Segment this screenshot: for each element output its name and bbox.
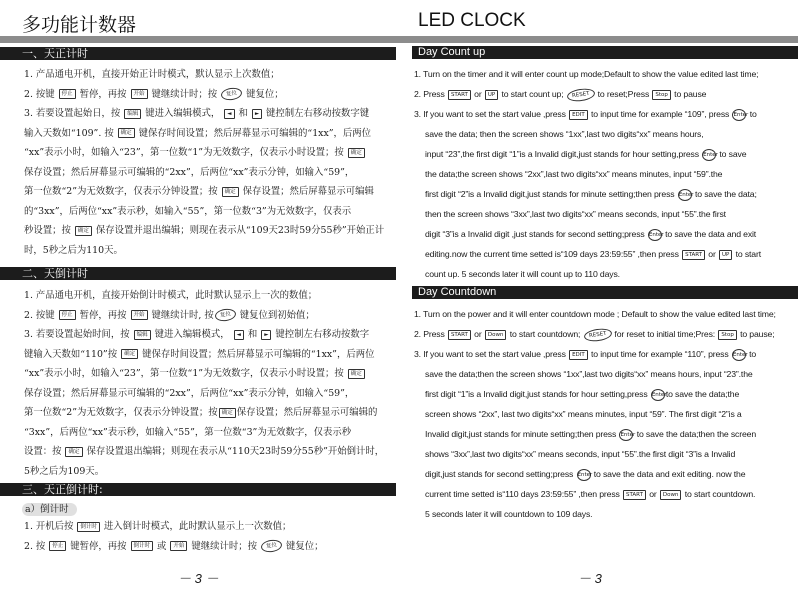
text-line [24, 182, 384, 202]
text-segment: “xx”表示小时，如输入“23”，第一位数“1”为无效数字，仅表示小时设置；按 [24, 368, 347, 379]
text-segment: 或 [154, 540, 170, 552]
key-circle-icon: Enter [732, 109, 746, 121]
key-rect-icon: 确定 [348, 148, 365, 158]
key-round-icon: 复位 [260, 539, 282, 554]
section-body [414, 64, 761, 284]
text-segment: 1. Turn on the power and it will enter countdown mode ; Default to show the value edited last time; [414, 309, 776, 319]
text-segment: save the data; then the screen shows “1xx”,last two digits“xx” means hours, [425, 129, 704, 139]
key-round-icon: RESET [566, 87, 595, 103]
text-segment: to input time for example “109”, press [588, 109, 732, 119]
key-rect-icon: 停止 [49, 541, 66, 551]
key-rect-icon: 确定 [65, 447, 82, 457]
text-segment: save the data;then the screen shows “1xx”,last two digits“xx” means hours, input “23”.the [425, 369, 753, 379]
text-line [414, 84, 761, 104]
key-circle-icon: Enter [678, 189, 692, 201]
text-segment: then the screen shows “3xx”,last two digits“xx” means seconds, input “55”.the first [425, 209, 726, 219]
text-segment: to start count up; [499, 89, 566, 99]
key-round-icon: 复位 [214, 308, 236, 323]
text-segment: current time setted is“110 days 23:59:55” ,then press [425, 489, 622, 499]
key-rect-icon: Down [660, 490, 682, 500]
text-segment: 2. 按键 [24, 88, 58, 100]
key-round-icon: 复位 [220, 87, 242, 102]
key-rect-icon: 开始 [170, 541, 187, 551]
text-segment: to input time for example “110”, press [588, 349, 731, 359]
text-line [414, 344, 776, 364]
text-line [414, 504, 776, 524]
key-rect-icon: Stop [718, 330, 737, 340]
text-segment: 键暂停，再按 [67, 540, 130, 552]
text-segment: 时，5秒之后为110天。 [24, 244, 123, 256]
text-line [24, 517, 323, 537]
page-title: 多功能计数器 [22, 14, 137, 36]
text-segment: or [646, 489, 659, 499]
text-segment: 暂停，再按 [76, 309, 130, 321]
text-segment: editing.now the current time setted is“109 days 23:59:55” ,then press [425, 249, 682, 259]
text-segment: 1. Turn on the timer and it will enter count up mode;Default to show the value edited last time; [414, 69, 759, 79]
text-segment: 第一位数“2”为无效数字，仅表示分钟设置；按 [24, 407, 218, 418]
key-rect-icon: ◄ [224, 109, 234, 119]
text-segment: 保存设置；然后屏幕显示可编辑的“2xx”，后两位“xx”表示分钟，如输入“59”， [24, 387, 355, 399]
text-line [414, 304, 776, 324]
text-line [24, 442, 384, 462]
key-rect-icon: UP [485, 90, 498, 100]
text-segment: to pause; [737, 329, 775, 339]
text-segment: 5秒之后为109天。 [24, 465, 105, 477]
text-segment: to save the data and exit editing. now the [591, 469, 746, 479]
text-segment: or [706, 249, 718, 259]
key-rect-icon: 确定 [219, 408, 236, 418]
text-segment: to start countdown; [507, 329, 583, 339]
key-rect-icon: EDIT [569, 350, 588, 360]
section-body [24, 65, 384, 260]
title-divider [400, 36, 798, 43]
key-rect-icon: 确定 [121, 349, 138, 359]
text-segment: to [747, 109, 757, 119]
text-segment: first digit “2”is a Invalid digit,just stands for minute setting;then press [425, 189, 677, 199]
text-segment: to save the data;then the screen [634, 429, 757, 439]
text-segment: 键复位到初始值； [236, 309, 315, 321]
text-segment: 键进入编辑模式， [142, 108, 224, 119]
page-number: － 3 [578, 571, 602, 586]
section-body [24, 517, 323, 556]
text-segment: 3. 若要设置起始日，按 [24, 108, 124, 119]
key-rect-icon: START [448, 90, 471, 100]
text-segment: 5 seconds later it will countdown to 109 days. [425, 509, 593, 519]
section-heading: 一、天正计时 [0, 47, 396, 60]
text-segment: 2. Press [414, 89, 447, 99]
key-rect-icon: 编辑 [124, 109, 141, 119]
text-segment: 输入天数如“109”. 按 [24, 127, 117, 139]
key-rect-icon: START [682, 250, 705, 260]
text-segment: 和 [244, 329, 261, 340]
text-line [414, 484, 776, 504]
section-heading: 二、天倒计时 [0, 267, 396, 280]
text-segment: 保存设置并退出编辑；则现在表示从“109天23时59分55秒”开始正计 [92, 225, 385, 236]
text-segment: to start [733, 249, 761, 259]
text-line [414, 404, 776, 424]
key-rect-icon: START [623, 490, 646, 500]
key-rect-icon: 开始 [131, 310, 148, 320]
text-segment: 1. 开机后按 [24, 521, 77, 532]
text-segment: for reset to initial time;Pres: [612, 329, 718, 339]
text-segment: 键继续计时；按 [148, 88, 221, 100]
key-circle-icon: Enter [577, 469, 591, 481]
text-line [414, 104, 761, 124]
text-line [414, 164, 761, 184]
text-segment: 键复位； [283, 540, 324, 552]
text-line [414, 64, 761, 84]
text-line [24, 65, 384, 85]
text-segment: 键保存时间设置；然后屏幕显示可编辑的“1xx”，后两位 [135, 127, 372, 139]
text-segment: 键继续计时, 按 [148, 309, 214, 321]
text-line [414, 184, 761, 204]
text-line [414, 224, 761, 244]
text-segment: 键输入天数如“110”按 [24, 348, 121, 360]
text-line [24, 537, 323, 557]
key-rect-icon: 确定 [222, 187, 239, 197]
key-rect-icon: 倒计时 [131, 541, 154, 551]
text-segment: 秒设置；按 [24, 225, 74, 236]
text-line [24, 462, 384, 482]
key-rect-icon: EDIT [569, 110, 588, 120]
text-segment: 保存设置；然后屏幕显示可编辑的 [236, 407, 378, 418]
text-line [24, 104, 384, 124]
text-segment: “3xx”，后两位“xx”表示秒，如输入“55”，第一位数“3”为无效数字，仅表示秒 [24, 426, 352, 438]
text-segment: 设置：按 [24, 446, 65, 457]
text-line [414, 364, 776, 384]
text-segment: 1. 产品通电开机，直接开始正计时模式，默认显示上次数值； [24, 69, 280, 80]
text-line [414, 324, 776, 344]
text-line [414, 244, 761, 264]
text-segment: to [746, 349, 757, 359]
section-heading: Day Count up [412, 46, 798, 59]
key-circle-icon: Enter [648, 229, 662, 241]
key-rect-icon: 确定 [348, 369, 365, 379]
text-line [24, 325, 384, 345]
key-rect-icon: 编辑 [134, 330, 151, 340]
key-rect-icon: 确定 [75, 226, 92, 236]
text-segment: first digit “1”is a Invalid digit,just stands for hour setting,press [425, 389, 650, 399]
text-segment: 1. 产品通电开机，直接开始倒计时模式，此时默认显示上一次的数值； [24, 290, 318, 301]
text-segment: 和 [235, 108, 251, 119]
text-segment: 3. If you want to set the start value ,press [414, 109, 569, 119]
text-segment: to reset;Press [595, 89, 652, 99]
text-line [24, 85, 384, 105]
text-segment: to save the data;the [665, 389, 740, 399]
key-rect-icon: 开始 [131, 89, 148, 99]
text-line [24, 221, 384, 241]
text-segment: 第一位数“2”为无效数字，仅表示分钟设置；按 [24, 186, 221, 197]
key-rect-icon: Stop [652, 90, 671, 100]
key-circle-icon: Enter [619, 429, 633, 441]
text-segment: 2. Press [414, 329, 447, 339]
text-segment: 键控制左右移动按数字键 [263, 108, 370, 119]
text-segment: Invalid digit,just stands for minute setting;then press [425, 429, 619, 439]
key-rect-icon: 停止 [59, 89, 76, 99]
text-segment: screen shows “2xx”, last two digits“xx” means minutes, input “59”. The first digit “2”is a [425, 409, 742, 419]
text-segment: 键控制左右移动按数字 [272, 329, 370, 340]
text-line [24, 384, 384, 404]
key-circle-icon: Enter [651, 389, 665, 401]
key-circle-icon: Enter [732, 349, 746, 361]
text-segment: 保存设置；然后屏幕显示可编辑的“2xx”，后两位“xx”表示分钟，如输入“59”， [24, 166, 355, 178]
text-segment: 保存设置退出编辑；则现在表示从“110天23时59分55秒”开始倒计时， [83, 446, 385, 457]
text-segment: 键复位； [243, 88, 284, 100]
text-line [414, 464, 776, 484]
text-line [414, 204, 761, 224]
section-heading: 三、天正倒计时: [0, 483, 396, 496]
text-segment: 3. If you want to set the start value ,press [414, 349, 569, 359]
text-segment: “xx”表示小时，如输入“23”，第一位数“1”为无效数字，仅表示小时设置；按 [24, 147, 347, 158]
text-segment: 保存设置；然后屏幕显示可编辑 [239, 186, 374, 197]
text-segment: digit “3”is a Invalid digit ,just stands for second setting;press [425, 229, 647, 239]
page-number: － 3 － [178, 571, 219, 586]
text-segment: to save the data and exit [662, 229, 757, 239]
key-rect-icon: 倒计时 [77, 522, 100, 532]
text-line [414, 444, 776, 464]
subsection-heading: a）倒计时 [22, 503, 77, 516]
text-segment: 键保存时间设置；然后屏幕显示可编辑的“1xx”，后两位 [139, 348, 375, 360]
text-segment: or [471, 329, 484, 339]
key-circle-icon: Enter [702, 149, 716, 161]
text-segment: to pause [671, 89, 707, 99]
key-rect-icon: Down [485, 330, 507, 340]
text-line [24, 423, 384, 443]
text-line [24, 124, 384, 144]
key-rect-icon: 确定 [118, 128, 135, 138]
section-body [24, 286, 384, 481]
text-segment: to start countdown. [682, 489, 756, 499]
text-segment: 的“3xx”，后两位“xx”表示秒，如输入“55”，第一位数“3”为无效数字，仅表示 [24, 205, 352, 217]
key-round-icon: RESET [583, 327, 612, 343]
text-segment: 2. 按 [24, 540, 49, 552]
text-line [24, 306, 384, 326]
key-rect-icon: ◄ [234, 330, 244, 340]
key-rect-icon: 停止 [59, 310, 76, 320]
key-rect-icon: START [448, 330, 471, 340]
text-line [24, 143, 384, 163]
key-rect-icon: UP [719, 250, 732, 260]
text-segment: or [471, 89, 484, 99]
text-line [414, 124, 761, 144]
text-line [414, 144, 761, 164]
section-heading: Day Countdown [412, 286, 798, 299]
text-line [414, 264, 761, 284]
text-segment: 键进入编辑模式， [151, 329, 233, 340]
text-line [24, 286, 384, 306]
text-segment: 键继续计时；按 [188, 540, 260, 552]
key-rect-icon: ► [261, 330, 271, 340]
text-segment: 暂停，再按 [76, 88, 130, 100]
text-segment: the data;the screen shows “2xx”,last two digits“xx” means minutes, input “59”.the [425, 169, 723, 179]
title-divider [0, 36, 400, 43]
text-line [24, 163, 384, 183]
text-segment: to save the data; [692, 189, 757, 199]
text-line [24, 241, 384, 261]
key-rect-icon: ► [252, 109, 262, 119]
text-line [24, 202, 384, 222]
text-line [24, 345, 384, 365]
text-line [24, 403, 384, 423]
text-segment: 3. 若要设置起始时间，按 [24, 329, 133, 340]
text-line [24, 364, 384, 384]
text-segment: to save [717, 149, 747, 159]
page-title: LED CLOCK [418, 10, 526, 31]
text-segment: input “23”,the first digit “1”is a Invalid digit,just stands for hour setting,press [425, 149, 702, 159]
text-line [414, 424, 776, 444]
english-manual-page [400, 0, 800, 593]
text-segment: count up. 5 seconds later it will count up to 110 days. [425, 269, 620, 279]
text-segment: 2. 按键 [24, 309, 58, 321]
text-segment: shows “3xx”,last two digits“xx” means seconds, input “55”.the first digit “3”is a Invalid [425, 449, 736, 459]
text-segment: 进入倒计时模式，此时默认显示上一次数值； [100, 521, 292, 532]
section-body [414, 304, 776, 524]
text-line [414, 384, 776, 404]
text-segment: digit,just stands for second setting;press [425, 469, 576, 479]
